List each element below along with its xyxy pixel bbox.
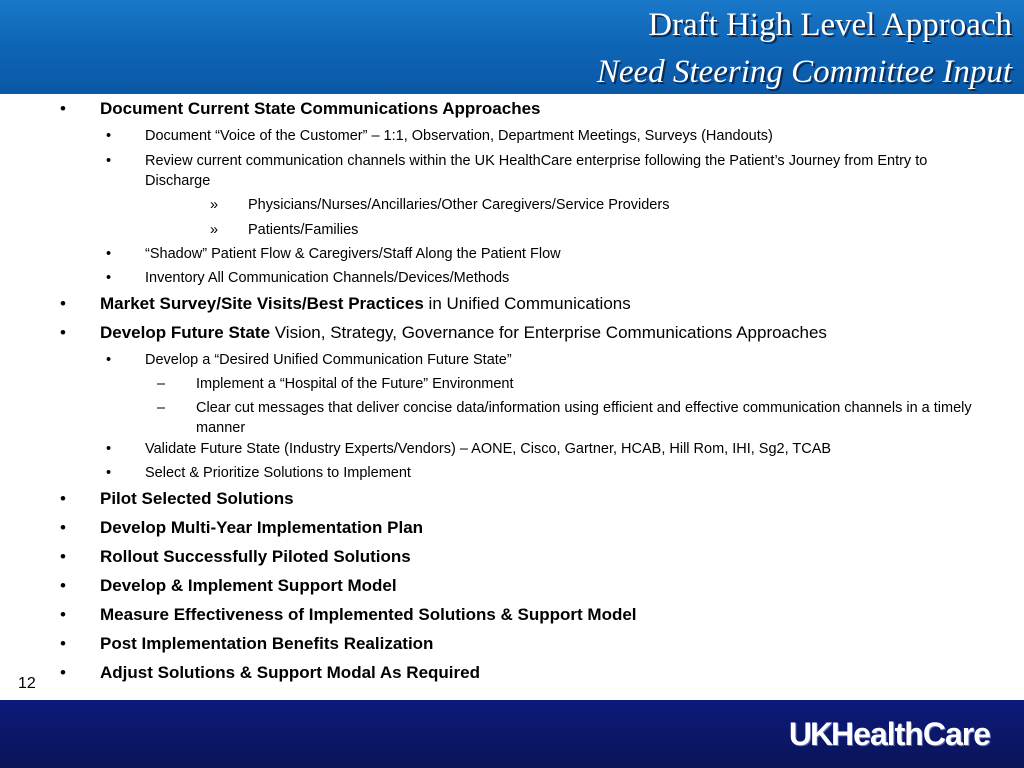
outline-item-level-4 xyxy=(248,220,988,240)
outline-item-text: Validate Future State (Industry Experts/Vendors) – AONE, Cisco, Gartner, HCAB, Hill Rom, IHI, Sg2, TCAB xyxy=(145,441,832,457)
outline-item-level-2 xyxy=(145,439,985,459)
outline-item-heading: Develop & Implement Support Model xyxy=(100,576,397,595)
title-banner xyxy=(0,0,1024,94)
outline-item-text: “Shadow” Patient Flow & Caregivers/Staff Along the Patient Flow xyxy=(145,246,561,262)
bullet-marker: • xyxy=(106,128,112,144)
outline-item-level-1 xyxy=(100,99,1000,119)
bullet-marker: • xyxy=(106,270,112,286)
bullet-marker: • xyxy=(106,352,112,368)
outline-item-level-1 xyxy=(100,605,1000,625)
bullet-marker: • xyxy=(60,294,66,313)
outline-item-text: Implement a “Hospital of the Future” Environment xyxy=(196,376,514,392)
outline-item-text: Develop a “Desired Unified Communication Future State” xyxy=(145,352,512,368)
outline-item-text: Document “Voice of the Customer” – 1:1, Observation, Department Meetings, Surveys (Handouts) xyxy=(145,128,773,144)
bullet-marker: • xyxy=(60,99,66,118)
outline-item-level-1 xyxy=(100,518,1000,538)
outline-item-level-1 xyxy=(100,294,1000,314)
bullet-marker: » xyxy=(210,222,219,238)
outline-item-heading: Adjust Solutions & Support Modal As Required xyxy=(100,663,480,682)
outline-item-level-1 xyxy=(100,547,1000,567)
outline-item-level-1 xyxy=(100,576,1000,596)
outline-item-heading: Develop Multi-Year Implementation Plan xyxy=(100,518,424,537)
outline-item-level-2 xyxy=(145,463,985,483)
uk-healthcare-logo xyxy=(789,716,990,756)
slide-subtitle: Need Steering Committee Input xyxy=(596,54,1012,90)
outline-item-level-2 xyxy=(145,151,985,191)
bullet-marker: » xyxy=(210,197,219,213)
slide-title: Draft High Level Approach xyxy=(648,7,1012,43)
outline-item-heading: Measure Effectiveness of Implemented Solutions & Support Model xyxy=(100,605,637,624)
bullet-marker: • xyxy=(106,246,112,262)
outline-item-level-1 xyxy=(100,489,1000,509)
bullet-marker: • xyxy=(60,663,66,682)
outline-item-level-1 xyxy=(100,663,1000,683)
outline-item-text: Clear cut messages that deliver concise data/information using efficient and effective communication channels in a timely manner xyxy=(196,400,972,436)
bullet-marker: • xyxy=(60,605,66,624)
outline-item-heading: Develop Future State xyxy=(100,323,271,342)
outline-item-heading: Market Survey/Site Visits/Best Practices xyxy=(100,294,424,313)
logo-healthcare-text: HealthCare xyxy=(831,716,990,752)
outline-item-heading: Post Implementation Benefits Realization xyxy=(100,634,434,653)
bullet-marker: • xyxy=(60,576,66,595)
outline-item-level-2 xyxy=(145,126,985,146)
bullet-marker: • xyxy=(60,634,66,653)
outline-item-text: Vision, Strategy, Governance for Enterprise Communications Approaches xyxy=(270,323,827,342)
outline-item-level-3 xyxy=(196,374,986,394)
outline-item-level-4 xyxy=(248,195,988,215)
slide-number: 12 xyxy=(18,675,36,692)
bullet-marker: • xyxy=(60,547,66,566)
outline-item-level-2 xyxy=(145,244,985,264)
bullet-marker: • xyxy=(106,441,112,457)
outline-item-heading: Rollout Successfully Piloted Solutions xyxy=(100,547,411,566)
outline-item-text: Select & Prioritize Solutions to Implement xyxy=(145,465,411,481)
bullet-marker: – xyxy=(157,376,166,392)
logo-uk-text: UK xyxy=(788,716,832,752)
bullet-marker: • xyxy=(60,323,66,342)
outline-item-text: Patients/Families xyxy=(248,222,359,238)
bullet-marker: • xyxy=(106,465,112,481)
footer-bar xyxy=(0,700,1024,768)
outline-item-level-1 xyxy=(100,323,1000,343)
outline-item-level-3 xyxy=(196,398,986,438)
bullet-marker: • xyxy=(60,489,66,508)
outline-item-heading: Document Current State Communications Approaches xyxy=(100,99,541,118)
bullet-marker: • xyxy=(106,153,112,169)
outline-item-level-1 xyxy=(100,634,1000,654)
bullet-marker: – xyxy=(157,400,166,416)
outline-item-level-2 xyxy=(145,350,985,370)
outline-item-text: Inventory All Communication Channels/Devices/Methods xyxy=(145,270,510,286)
outline-item-level-2 xyxy=(145,268,985,288)
outline-item-text: Review current communication channels within the UK HealthCare enterprise following the Patient’s Journey from Entry to Discharge xyxy=(145,153,928,189)
outline-item-text: in Unified Communications xyxy=(423,294,631,313)
outline-item-text: Physicians/Nurses/Ancillaries/Other Caregivers/Service Providers xyxy=(248,197,670,213)
bullet-marker: • xyxy=(60,518,66,537)
outline-item-heading: Pilot Selected Solutions xyxy=(100,489,294,508)
